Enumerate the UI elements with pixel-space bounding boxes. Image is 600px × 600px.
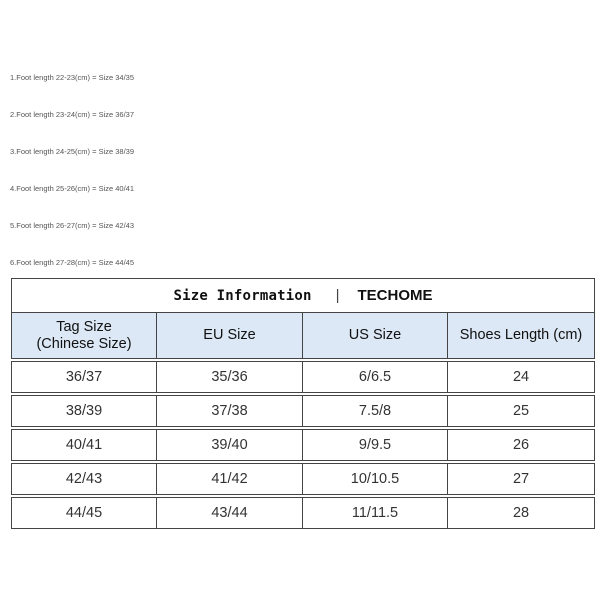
table-title-brand: TECHOME (357, 287, 433, 304)
cell-eu-size: 37/38 (157, 396, 303, 427)
cell-tag-size: 40/41 (12, 430, 157, 461)
cell-eu-size: 35/36 (157, 362, 303, 393)
cell-tag-size: 44/45 (12, 498, 157, 529)
table-title-row (12, 279, 595, 313)
cell-eu-size: 43/44 (157, 498, 303, 529)
header-us-size: US Size (303, 313, 448, 359)
table-title-separator: | (335, 287, 340, 304)
table-row (12, 362, 595, 393)
table-row (12, 430, 595, 461)
cell-shoes-length: 28 (448, 498, 595, 529)
note-6: 6.Foot length 27-28(cm) = Size 44/45 (10, 258, 135, 267)
header-tag-size (12, 313, 157, 359)
cell-shoes-length: 26 (448, 430, 595, 461)
note-3: 3.Foot length 24-25(cm) = Size 38/39 (10, 147, 135, 156)
cell-tag-size: 38/39 (12, 396, 157, 427)
note-1: 1.Foot length 22-23(cm) = Size 34/35 (10, 73, 135, 82)
cell-us-size: 7.5/8 (303, 396, 448, 427)
table-row (12, 464, 595, 495)
cell-eu-size: 39/40 (157, 430, 303, 461)
note-2: 2.Foot length 23-24(cm) = Size 36/37 (10, 110, 135, 119)
cell-us-size: 10/10.5 (303, 464, 448, 495)
cell-tag-size: 36/37 (12, 362, 157, 393)
table-title-cell (12, 279, 595, 313)
cell-shoes-length: 24 (448, 362, 595, 393)
cell-shoes-length: 27 (448, 464, 595, 495)
table-header-row (12, 313, 595, 359)
header-tag-size-line1: Tag Size (56, 318, 112, 335)
cell-us-size: 9/9.5 (303, 430, 448, 461)
cell-us-size: 6/6.5 (303, 362, 448, 393)
header-tag-size-line2: (Chinese Size) (36, 335, 132, 352)
table-title-label: Size Information (173, 287, 312, 304)
header-shoes-length: Shoes Length (cm) (448, 313, 595, 359)
cell-shoes-length: 25 (448, 396, 595, 427)
cell-tag-size: 42/43 (12, 464, 157, 495)
table-row (12, 498, 595, 529)
header-eu-size: EU Size (157, 313, 303, 359)
size-information-table (11, 278, 595, 529)
note-5: 5.Foot length 26-27(cm) = Size 42/43 (10, 221, 135, 230)
table-title (12, 287, 594, 304)
table-row (12, 396, 595, 427)
cell-us-size: 11/11.5 (303, 498, 448, 529)
note-4: 4.Foot length 25-26(cm) = Size 40/41 (10, 184, 135, 193)
cell-eu-size: 41/42 (157, 464, 303, 495)
